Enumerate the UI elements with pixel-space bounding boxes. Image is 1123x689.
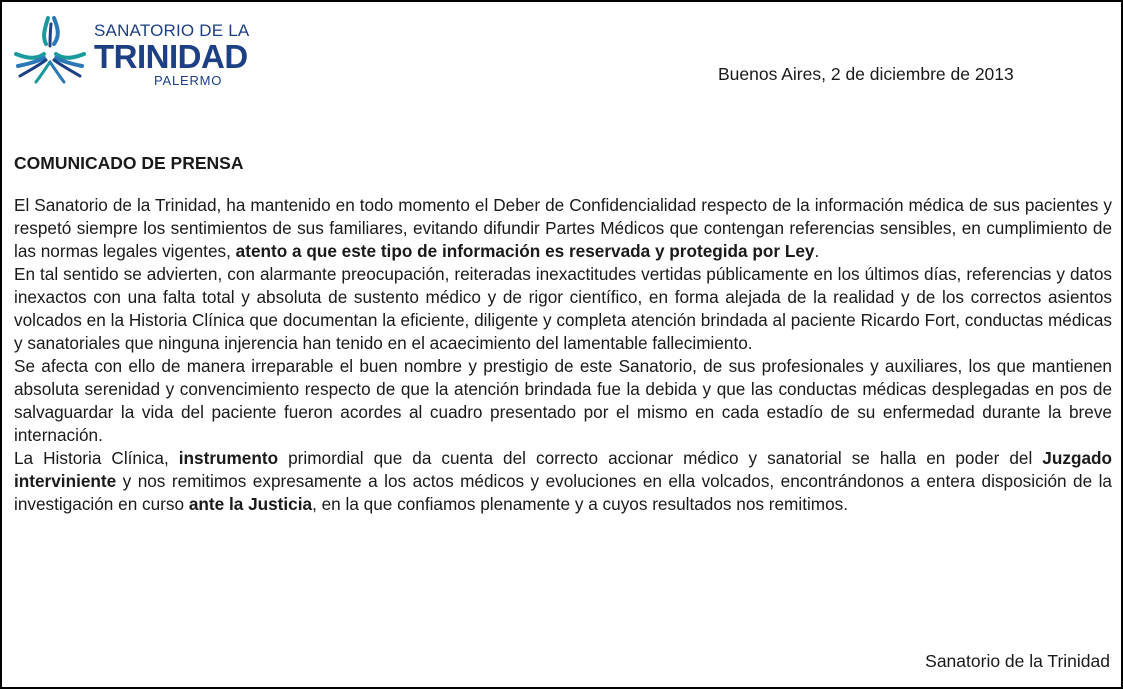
document-heading: COMUNICADO DE PRENSA (14, 153, 244, 173)
logo-line-3: PALERMO (154, 73, 223, 88)
paragraph-4-text-b: primordial que da cuenta del correcto accionar médico y sanatorial se halla en poder del (278, 448, 1043, 468)
paragraph-1-bold: atento a que este tipo de información es reservada y protegida por Ley (235, 241, 815, 261)
paragraph-2: En tal sentido se advierten, con alarmante preocupación, reiteradas inexactitudes vertidas públicamente en los últimos días, referencias y datos inexactos con una falta total y absoluta de sustento médico y de rigor científico, en forma alejada de la realidad y de los correctos asientos volcados en la Historia Clínica que documentan la eficiente, diligente y completa atención brindada al paciente Ricardo Fort, conductas médicas y sanatoriales que ninguna injerencia han tenido en el acaecimiento del lamentable fallecimiento. (14, 264, 1112, 353)
sanatorio-logo (12, 14, 252, 86)
paragraph-3: Se afecta con ello de manera irreparable el buen nombre y prestigio de este Sanatorio, de sus profesionales y auxiliares, los que mantienen absoluta serenidad y convencimiento respecto de que la atención brindada fue la debida y que las conductas médicas desplegadas en pos de salvaguardar la vida del paciente fueron acordes al cuadro presentado por el mismo en cada estadío de su enfermedad durante la breve internación. (14, 356, 1112, 445)
logo-wordmark (94, 22, 249, 87)
paragraph-4 (14, 447, 1112, 516)
paragraph-4-bold-c: ante la Justicia (188, 494, 313, 514)
paragraph-1-end: . (814, 241, 820, 261)
paragraph-4-text-a: La Historia Clínica, (14, 448, 179, 468)
logo-line-2: TRINIDAD (94, 38, 248, 75)
document-body (14, 194, 1112, 516)
paragraph-4-bold-a: instrumento (178, 448, 279, 468)
paragraph-1-text: El Sanatorio de la Trinidad, ha mantenido en todo momento el Deber de Confidencialidad respecto de la información médica de sus pacientes y respetó siempre los sentimientos de sus familiares, evitando difundir Partes Médicos que contengan referencias sensibles, en cumplimiento de las normas legales vigentes, (14, 195, 1112, 261)
paragraph-4-text-d: , en la que confiamos plenamente y a cuyos resultados nos remitimos. (312, 494, 849, 514)
signature: Sanatorio de la Trinidad (925, 651, 1110, 671)
paragraph-1 (14, 194, 1112, 263)
document-date: Buenos Aires, 2 de diciembre de 2013 (718, 64, 1014, 84)
paragraph-4-bold-b: Juzgado interviniente (14, 448, 1113, 491)
triple-swirl-emblem-icon (12, 14, 88, 86)
logo-line-1: SANATORIO DE LA (94, 21, 250, 40)
paragraph-4-text-c: y nos remitimos expresamente a los actos médicos y evoluciones en ella volcados, encontrándonos a entera disposición de la investigación en curso (14, 471, 1112, 514)
